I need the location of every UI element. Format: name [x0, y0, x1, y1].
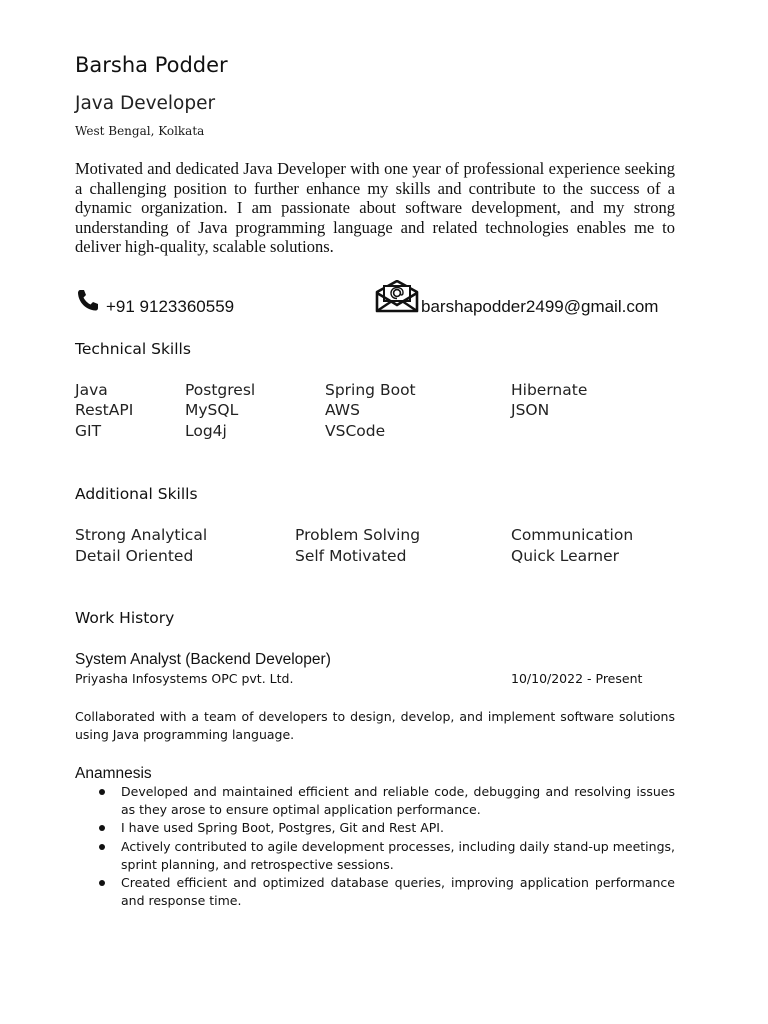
skill-item: Strong Analytical	[75, 526, 208, 544]
project-name: Anamnesis	[75, 765, 152, 782]
skill-item: Detail Oriented	[75, 547, 194, 565]
phone-icon	[76, 289, 100, 311]
skill-item: RestAPI	[75, 401, 134, 419]
skill-item: Communication	[511, 526, 634, 544]
skill-item: Spring Boot	[325, 381, 416, 399]
skill-item: Log4j	[185, 422, 227, 440]
employment-dates: 10/10/2022 - Present	[511, 671, 643, 686]
candidate-name: Barsha Podder	[75, 53, 228, 77]
bullet-icon	[99, 825, 105, 831]
skill-item: VSCode	[325, 422, 386, 440]
job-role: Java Developer	[75, 93, 216, 114]
list-item-text: Actively contributed to agile development processes, including daily stand-up meetings, sprint planning, and retrospective sessions.	[121, 838, 675, 872]
list-item-text: Developed and maintained efficient and reliable code, debugging and resolving issues as they arose to ensure optimal application performance.	[121, 784, 675, 818]
list-item	[75, 838, 675, 874]
summary-paragraph: Motivated and dedicated Java Developer with one year of professional experience seeking a challenging position to further enhance my skills and contribute to the success of a dynamic organization. I am passionate about software development, and my strong understanding of Java programming language and related technologies enables me to deliver high-quality, scalable solutions.	[75, 159, 675, 257]
bullet-icon	[99, 789, 105, 795]
work-history-heading: Work History	[75, 609, 175, 627]
list-item	[75, 819, 675, 837]
list-item-text: I have used Spring Boot, Postgres, Git and Rest API.	[121, 820, 444, 836]
email-icon	[375, 280, 419, 313]
skill-item: GIT	[75, 422, 102, 440]
additional-skills-heading: Additional Skills	[75, 485, 198, 503]
skill-item: Java	[75, 381, 108, 399]
technical-skills-heading: Technical Skills	[75, 340, 191, 358]
job-title: System Analyst (Backend Developer)	[75, 651, 331, 668]
skill-item: Self Motivated	[295, 547, 407, 565]
location: West Bengal, Kolkata	[75, 124, 205, 138]
skill-item: Hibernate	[511, 381, 588, 399]
company-name: Priyasha Infosystems OPC pvt. Ltd.	[75, 671, 294, 686]
skill-item: MySQL	[185, 401, 239, 419]
skill-item: Quick Learner	[511, 547, 619, 565]
phone-number[interactable]: +91 9123360559	[106, 297, 235, 316]
list-item	[75, 783, 675, 819]
bullet-icon	[99, 844, 105, 850]
skill-item: Problem Solving	[295, 526, 421, 544]
bullet-icon	[99, 880, 105, 886]
list-item	[75, 874, 675, 910]
responsibility-list	[75, 783, 675, 910]
email-address[interactable]: barshapodder2499@gmail.com	[421, 297, 659, 316]
skill-item: JSON	[511, 401, 550, 419]
skill-item: AWS	[325, 401, 360, 419]
job-description: Collaborated with a team of developers to design, develop, and implement software solutions using Java programming language.	[75, 709, 675, 742]
skill-item: Postgresl	[185, 381, 256, 399]
list-item-text: Created efficient and optimized database queries, improving application performance and response time.	[121, 875, 675, 909]
